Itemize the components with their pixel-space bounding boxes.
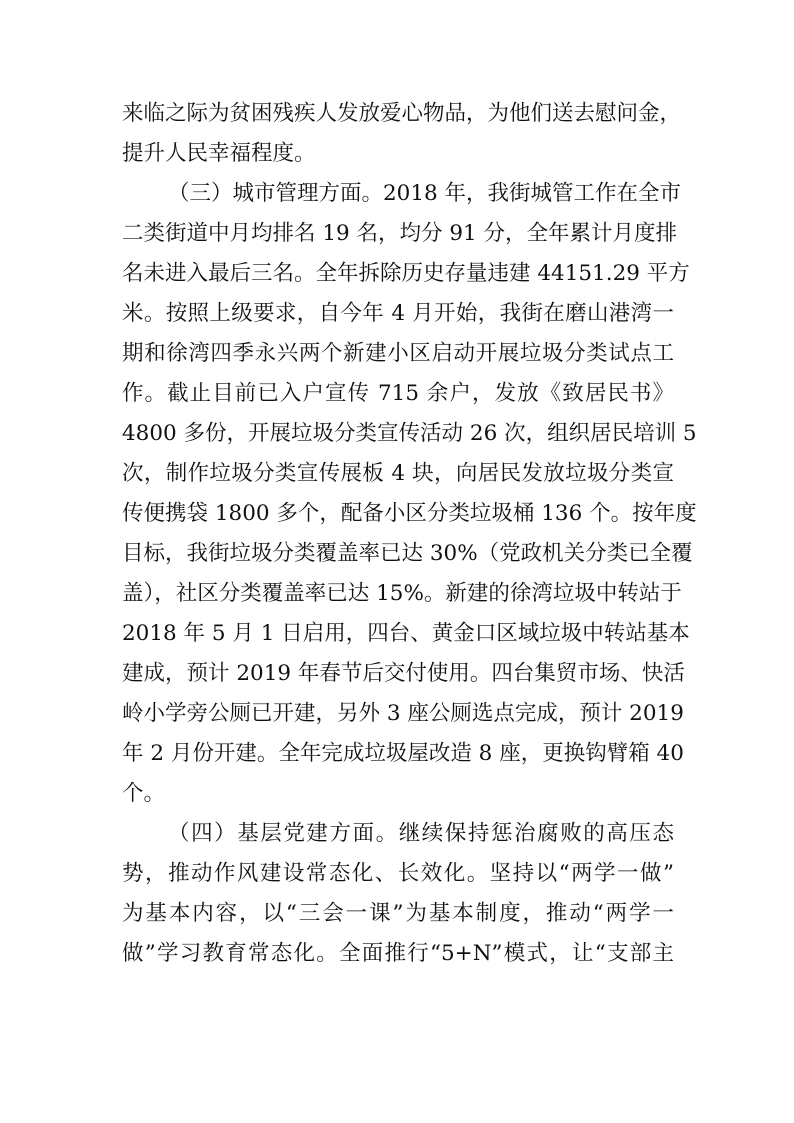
- text-line: 作。截止目前已入户宣传 715 余户，发放《致居民书》: [122, 381, 674, 406]
- text-line: 势，推动作风建设常态化、长效化。坚持以“两学一做”: [122, 861, 674, 886]
- text-line: 次，制作垃圾分类宣传展板 4 块，向居民发放垃圾分类宣: [122, 461, 674, 486]
- text-line: 米。按照上级要求，自今年 4 月开始，我街在磨山港湾一: [122, 301, 674, 326]
- text-line: 年 2 月份开建。全年完成垃圾屋改造 8 座，更换钩臂箱 40: [122, 741, 684, 766]
- text-line: 4800 多份，开展垃圾分类宣传活动 26 次，组织居民培训 5: [122, 421, 697, 446]
- text-line: 盖），社区分类覆盖率已达 15%。新建的徐湾垃圾中转站于: [122, 581, 682, 606]
- text-line: 个。: [122, 781, 166, 806]
- text-line: 2018 年 5 月 1 日启用，四台、黄金口区域垃圾中转站基本: [122, 621, 690, 646]
- text-line: 提升人民幸福程度。: [122, 141, 316, 166]
- text-line: 期和徐湾四季永兴两个新建小区启动开展垃圾分类试点工: [122, 341, 674, 366]
- text-line: 岭小学旁公厕已开建，另外 3 座公厕选点完成，预计 2019: [122, 701, 684, 726]
- text-line: 传便携袋 1800 多个，配备小区分类垃圾桶 136 个。按年度: [122, 501, 697, 526]
- text-line: 目标，我街垃圾分类覆盖率已达 30%（党政机关分类已全覆: [122, 541, 693, 566]
- text-line: 建成，预计 2019 年春节后交付使用。四台集贸市场、快活: [122, 661, 685, 686]
- text-line: 二类街道中月均排名 19 名，均分 91 分，全年累计月度排: [122, 221, 678, 246]
- paragraph-heading-line: （三）城市管理方面。2018 年，我街城管工作在全市: [168, 181, 682, 206]
- text-line: 来临之际为贫困残疾人发放爱心物品，为他们送去慰问金，: [122, 101, 682, 126]
- text-line: 为基本内容，以“三会一课”为基本制度，推动“两学一: [122, 901, 674, 926]
- paragraph-heading-line: （四）基层党建方面。继续保持惩治腐败的高压态: [168, 821, 674, 846]
- text-line: 做”学习教育常态化。全面推行“5+N”模式，让“支部主: [122, 941, 674, 966]
- text-line: 名未进入最后三名。全年拆除历史存量违建 44151.29 平方: [122, 261, 690, 286]
